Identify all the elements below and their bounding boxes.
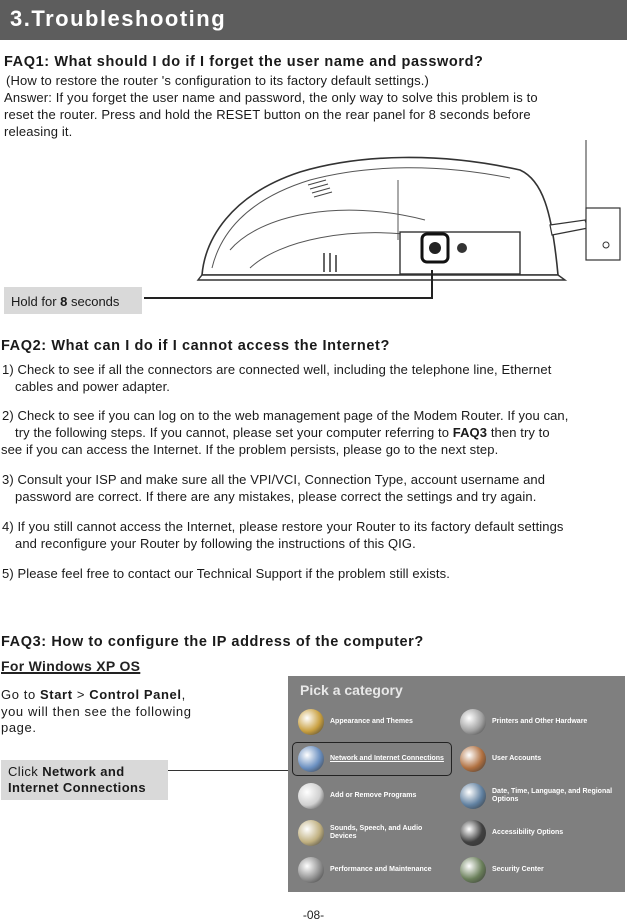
add-remove-icon: [298, 783, 324, 809]
faq2-item-4-line1: 4) If you still cannot access the Internet, please restore your Router to its factory default settings: [2, 519, 564, 534]
network-highlight-box: [292, 742, 452, 776]
faq3-callout-line: [168, 770, 294, 771]
faq1-title: FAQ1: What should I do if I forget the user name and password?: [4, 54, 484, 70]
category-accessibility[interactable]: [460, 819, 620, 847]
faq2-item-5-line1: 5) Please feel free to contact our Technical Support if the problem still exists.: [2, 566, 450, 581]
faq2-item-2-text: try the following steps. If you cannot, please set your computer referring to: [15, 425, 453, 440]
faq3-callout-bold2: Internet Connections: [8, 780, 147, 795]
control-panel-screenshot: [288, 676, 625, 892]
faq1-callout: [4, 287, 142, 314]
goto-control-panel: Control Panel: [89, 687, 182, 702]
faq3-line3: page.: [1, 720, 37, 735]
faq2-item-2-line1: 2) Check to see if you can log on to the web management page of the Modem Router. If you can,: [2, 408, 569, 423]
category-label: Security Center: [492, 866, 544, 873]
category-label: Date, Time, Language, and Regional Options: [492, 788, 613, 803]
category-label: Accessibility Options: [492, 829, 564, 836]
faq2-item-1-line1: 1) Check to see if all the connectors are connected well, including the telephone line, Ethernet: [2, 362, 552, 377]
faq3-reference: FAQ3: [452, 425, 488, 440]
section-title: 3.Troubleshooting: [10, 6, 227, 31]
security-icon: [460, 857, 486, 883]
category-label: Add or Remove Programs: [330, 792, 417, 799]
category-add-remove[interactable]: [298, 782, 448, 810]
faq2-item-2-line2: [15, 424, 550, 441]
faq1-answer-line1: Answer: If you forget the user name and password, the only way to solve this problem is to: [4, 90, 538, 105]
category-performance[interactable]: [298, 856, 448, 884]
category-label: Network and Internet Connections: [330, 755, 444, 762]
router-illustration: [190, 140, 627, 290]
goto-comma: ,: [181, 687, 186, 702]
callout-suffix: seconds: [67, 294, 120, 309]
category-label: Performance and Maintenance: [330, 866, 432, 873]
faq1-answer-line2: reset the router. Press and hold the RESET button on the rear panel for 8 seconds before: [4, 107, 531, 122]
os-heading: For Windows XP OS: [1, 658, 141, 674]
category-label: Sounds, Speech, and Audio Devices: [330, 825, 423, 840]
appearance-icon: [298, 709, 324, 735]
sound-icon: [298, 820, 324, 846]
category-label: Printers and Other Hardware: [492, 718, 588, 725]
faq1-subtitle: (How to restore the router 's configuration to its factory default settings.): [6, 73, 429, 88]
date-time-icon: [460, 783, 486, 809]
faq3-callout: [1, 760, 168, 800]
faq3-title: FAQ3: How to configure the IP address of the computer?: [1, 634, 424, 650]
faq1-callout-line: [140, 270, 440, 310]
callout-number: 8: [60, 294, 68, 309]
users-icon: [460, 746, 486, 772]
category-date-time[interactable]: [460, 782, 620, 810]
category-printer[interactable]: [460, 708, 620, 736]
category-security[interactable]: [460, 856, 620, 884]
faq2-item-3-line2: password are correct. If there are any mistakes, please correct the settings and try again.: [15, 489, 537, 504]
faq1-answer-line3: releasing it.: [4, 124, 73, 139]
goto-prefix: Go to: [1, 687, 41, 702]
page-number: -08-: [302, 908, 325, 922]
pick-category-title: Pick a category: [300, 682, 403, 698]
faq2-item-1-line2: cables and power adapter.: [15, 379, 170, 394]
faq2-item-4-line2: and reconfigure your Router by following the instructions of this QIG.: [15, 536, 416, 551]
faq2-title: FAQ2: What can I do if I cannot access the Internet?: [1, 338, 390, 354]
goto-start: Start: [40, 687, 73, 702]
callout-prefix: Hold for: [11, 294, 61, 309]
accessibility-icon: [460, 820, 486, 846]
faq3-callout-prefix: Click: [8, 764, 43, 779]
category-appearance[interactable]: [298, 708, 448, 736]
faq3-callout-bold1: Network and: [42, 764, 125, 779]
faq3-line2: you will then see the following: [1, 704, 192, 719]
faq2-item-2-line3: see if you can access the Internet. If the problem persists, please go to the next step.: [1, 442, 499, 457]
performance-icon: [298, 857, 324, 883]
category-users[interactable]: [460, 745, 620, 773]
faq2-item-2-tail: then try to: [487, 425, 550, 440]
faq2-item-3-line1: 3) Consult your ISP and make sure all the VPI/VCI, Connection Type, account username and: [2, 472, 546, 487]
category-sound[interactable]: [298, 819, 448, 847]
section-header: [0, 0, 627, 40]
category-label: User Accounts: [492, 755, 542, 762]
category-label: Appearance and Themes: [330, 718, 413, 725]
faq3-goto-line: [1, 686, 186, 703]
printer-icon: [460, 709, 486, 735]
goto-sep: >: [72, 687, 90, 702]
